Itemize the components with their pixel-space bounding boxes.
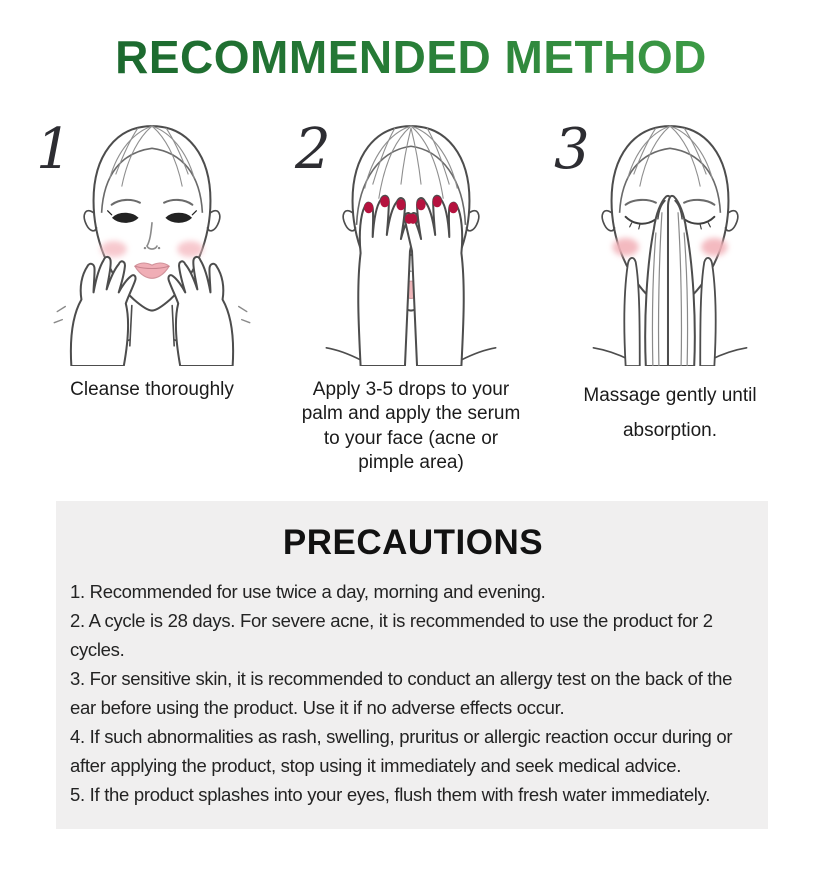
step-2-number: 2 — [295, 117, 331, 182]
precaution-item-2: 2. A cycle is 28 days. For severe acne, it is recommended to use the product for 2 cycles. — [70, 610, 713, 661]
step-2 — [285, 114, 537, 475]
precautions-panel — [56, 501, 768, 829]
step-2-caption: Apply 3-5 drops to your palm and apply the serum to your face (acne or pimple area) — [301, 379, 521, 473]
precaution-item-4: 4. If such abnormalities as rash, swelling, pruritus or allergic reaction occur during or after applying the product, stop using it immediately and seek medical advice. — [70, 726, 733, 777]
step-3-caption: Massage gently until absorption. — [583, 385, 757, 442]
precaution-item-1: 1. Recommended for use twice a day, morning and evening. — [70, 581, 546, 603]
precaution-item-5: 5. If the product splashes into your eyes, flush them with fresh water immediately. — [70, 784, 711, 806]
precautions-list — [70, 577, 756, 809]
precaution-item-3: 3. For sensitive skin, it is recommended to conduct an allergy test on the back of the ear before using the product. Use it if no adverse effects occur. — [70, 668, 733, 719]
step-1-caption: Cleanse thoroughly — [70, 379, 234, 400]
step-1-number: 1 — [36, 117, 72, 182]
step-3-number: 3 — [554, 117, 590, 182]
page-title: RECOMMENDED METHOD — [0, 0, 822, 84]
precautions-title: PRECAUTIONS — [282, 523, 544, 563]
method-steps — [0, 114, 822, 475]
step-1 — [26, 114, 278, 475]
step-3 — [544, 114, 796, 475]
